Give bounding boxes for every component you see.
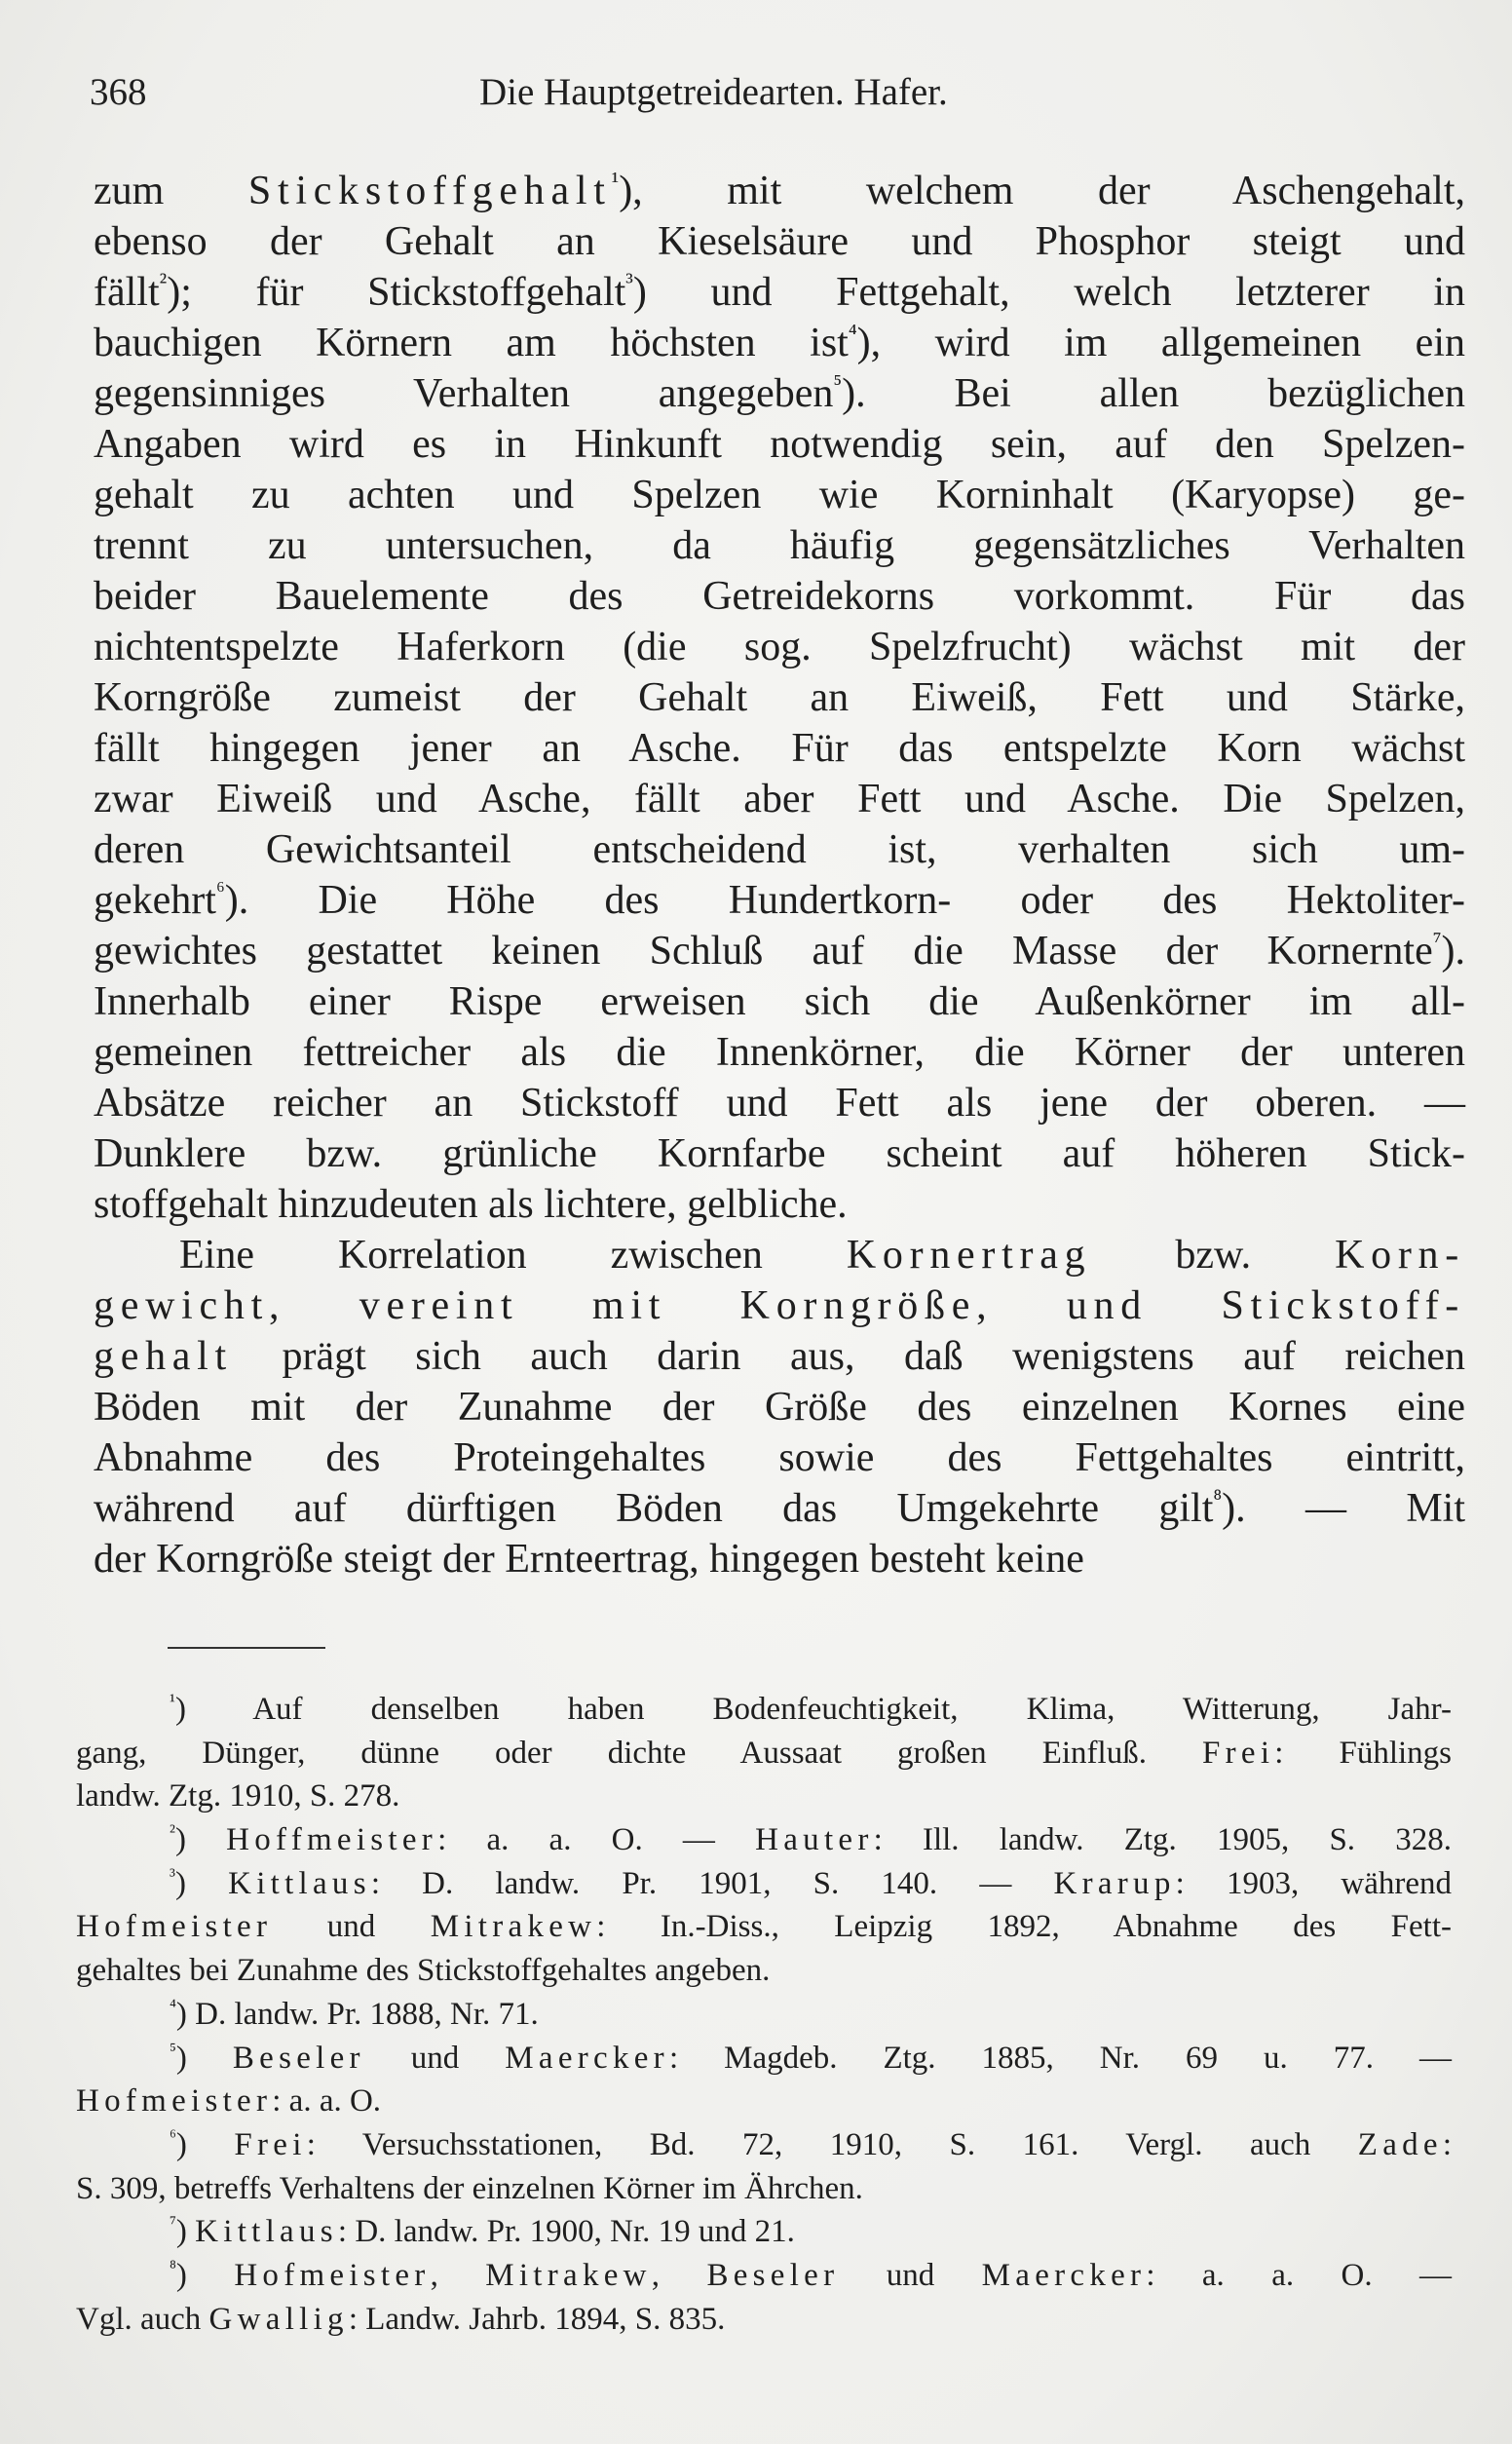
text-run: gekehrt: [94, 878, 216, 923]
text-run: :: [1442, 2126, 1452, 2162]
text-run: deren Gewichtsanteil entscheidend ist, verhalten sich um-: [94, 827, 1465, 872]
spaced-emphasis: Zade: [1357, 2126, 1443, 2162]
text-line: [94, 622, 1465, 672]
text-run: zum: [94, 169, 248, 213]
page-header: [90, 70, 1083, 129]
footnote-separator: [168, 1647, 325, 1649]
footnote-line: [76, 1949, 1452, 1993]
text-line: [94, 1078, 1465, 1128]
text-run: S. 309, betreffs Verhaltens der einzelnen Körner im Ährchen.: [76, 2170, 863, 2206]
text-run: landw. Ztg. 1910, S. 278.: [76, 1778, 400, 1814]
text-line: [94, 1382, 1465, 1432]
spaced-emphasis: Mitrakew: [430, 1909, 597, 1945]
text-line: [94, 824, 1465, 875]
text-run: gehaltes bei Zunahme des Stickstoffgehaltes angeben.: [76, 1953, 771, 1989]
text-run: : Ill. landw. Ztg. 1905, S. 328.: [873, 1822, 1452, 1858]
text-run: ); für Stickstoffgehalt: [167, 270, 626, 315]
text-line: [94, 1432, 1465, 1483]
text-run: Absätze reicher an Stickstoff und Fett als jene der oberen. —: [94, 1081, 1465, 1126]
spaced-emphasis: Frei: [234, 2126, 307, 2162]
text-run: ), mit welchem der Aschengehalt,: [619, 169, 1466, 213]
text-run: gang, Dünger, dünne oder dichte Aussaat großen Einfluß.: [76, 1735, 1202, 1771]
footnote-marker: ⁴: [170, 1995, 176, 2017]
text-line: [94, 368, 1465, 419]
spaced-emphasis: Frei: [1201, 1735, 1275, 1771]
text-run: Angaben wird es in Hinkunft notwendig sein, auf den Spelzen-: [94, 422, 1465, 467]
text-line: [94, 1280, 1465, 1331]
footnote-marker: ²: [170, 1820, 175, 1843]
spaced-emphasis: gehalt: [94, 1334, 233, 1379]
text-run: Abnahme des Proteingehaltes sowie des Fettgehaltes eintritt,: [94, 1435, 1465, 1480]
text-run: während auf dürftigen Böden das Umgekehrte gilt: [94, 1486, 1214, 1531]
text-run: stoffgehalt hinzudeuten als lichtere, gelbliche.: [94, 1182, 848, 1227]
text-run: trennt zu untersuchen, da häufig gegensätzliches Verhalten: [94, 523, 1465, 568]
spaced-emphasis: gewicht, vereint mit Korngröße, und Stickstoff-: [94, 1283, 1465, 1328]
footnote-marker: ³: [625, 269, 633, 296]
text-run: ).: [1441, 929, 1465, 974]
text-line: [94, 875, 1465, 926]
footnote-line: [76, 1688, 1452, 1732]
footnote-line: [76, 1775, 1452, 1818]
text-line: [94, 1483, 1465, 1534]
text-run: fällt hingegen jener an Asche. Für das entspelzte Korn wächst: [94, 726, 1465, 771]
text-run: : a. a. O.: [272, 2083, 382, 2119]
text-line: [94, 1331, 1465, 1382]
text-run: ) Auf denselben haben Bodenfeuchtigkeit, Klima, Witterung, Jahr-: [174, 1692, 1452, 1727]
text-run: gemeinen fettreicher als die Innenkörner, die Körner der unteren: [94, 1030, 1465, 1075]
text-line: [94, 571, 1465, 622]
text-line: [94, 216, 1465, 267]
footnote-marker: ⁵: [833, 370, 843, 398]
text-run: prägt sich auch darin aus, daß wenigstens auf reichen: [232, 1334, 1465, 1379]
text-run: ): [175, 2214, 196, 2250]
text-line: [94, 267, 1465, 318]
text-run: Vgl. auch: [76, 2301, 209, 2337]
text-run: ): [174, 1865, 229, 1901]
footnote-line: [76, 2167, 1452, 2211]
spaced-emphasis: Krarup: [1053, 1865, 1176, 1901]
text-run: fällt: [94, 270, 160, 315]
text-run: und: [272, 1909, 431, 1945]
text-run: ,: [651, 2257, 707, 2293]
spaced-emphasis: Hofmeister: [76, 1909, 273, 1945]
text-run: ): [175, 2126, 235, 2162]
text-line: [94, 166, 1465, 216]
spaced-emphasis: Hofmeister: [234, 2257, 431, 2293]
text-line: [94, 1128, 1465, 1179]
text-line: [94, 419, 1465, 470]
text-run: Böden mit der Zunahme der Größe des einzelnen Kornes eine: [94, 1385, 1465, 1430]
text-line: [94, 976, 1465, 1027]
footnote-line: [76, 2210, 1452, 2254]
text-line: [94, 1230, 1465, 1280]
text-line: [94, 723, 1465, 774]
text-run: der Korngröße steigt der Ernteertrag, hingegen besteht keine: [94, 1537, 1084, 1582]
spaced-emphasis: Maercker: [505, 2040, 669, 2076]
text-run: : Versuchsstationen, Bd. 72, 1910, S. 161. Vergl. auch: [306, 2126, 1358, 2162]
footnote-marker: ²: [159, 269, 168, 296]
footnote-line: [76, 2298, 1452, 2342]
text-run: ): [175, 2257, 235, 2293]
text-line: [94, 926, 1465, 976]
text-run: ,: [430, 2257, 486, 2293]
footnote-marker: ⁵: [170, 2039, 176, 2061]
text-run: zwar Eiweiß und Asche, fällt aber Fett und Asche. Die Spelzen,: [94, 777, 1465, 821]
text-run: ) D. landw. Pr. 1888, Nr. 71.: [175, 1996, 539, 2032]
footnote-marker: ¹: [611, 168, 620, 195]
text-run: Korngröße zumeist der Gehalt an Eiweiß, Fett und Stärke,: [94, 675, 1465, 720]
text-run: : Magdeb. Ztg. 1885, Nr. 69 u. 77. —: [668, 2040, 1452, 2076]
footnote-line: [76, 1818, 1452, 1862]
text-line: [94, 1179, 1465, 1230]
spaced-emphasis: Stickstoffgehalt: [247, 169, 612, 213]
text-run: ), wird im allgemeinen ein: [856, 321, 1465, 365]
text-run: : D. landw. Pr. 1900, Nr. 19 und 21.: [337, 2214, 795, 2250]
text-run: : Landw. Jahrb. 1894, S. 835.: [348, 2301, 726, 2337]
page-number: 368: [90, 71, 147, 113]
spaced-emphasis: Gwallig: [208, 2301, 349, 2337]
spaced-emphasis: Hofmeister: [76, 2083, 273, 2119]
spaced-emphasis: Hoffmeister: [226, 1822, 438, 1858]
text-run: : a. a. O. —: [1146, 2257, 1452, 2293]
footnote-marker: ³: [170, 1864, 175, 1887]
text-run: gehalt zu achten und Spelzen wie Korninhalt (Karyopse) ge-: [94, 473, 1465, 517]
text-run: Eine Korrelation zwischen: [179, 1233, 847, 1278]
spaced-emphasis: Beseler: [706, 2257, 840, 2293]
spaced-emphasis: Korn-: [1335, 1233, 1465, 1278]
text-run: bzw.: [1091, 1233, 1336, 1278]
spaced-emphasis: Hauter: [755, 1822, 874, 1858]
text-run: ): [174, 1822, 227, 1858]
text-line: [94, 520, 1465, 571]
text-run: Dunklere bzw. grünliche Kornfarbe scheint auf höheren Stick-: [94, 1131, 1465, 1176]
text-run: gewichtes gestattet keinen Schluß auf die Masse der Kornernte: [94, 929, 1433, 974]
footnotes: [76, 1688, 1452, 2341]
text-run: nichtentspelzte Haferkorn (die sog. Spelzfrucht) wächst mit der: [94, 625, 1465, 669]
footnote-line: [76, 1993, 1452, 2037]
footnote-line: [76, 1905, 1452, 1949]
text-line: [94, 1534, 1465, 1585]
footnote-marker: ⁷: [1432, 928, 1442, 955]
text-run: bauchigen Körnern am höchsten ist: [94, 321, 849, 365]
text-run: ebenso der Gehalt an Kieselsäure und Phosphor steigt und: [94, 219, 1465, 264]
running-title: Die Hauptgetreidearten. Hafer.: [479, 71, 948, 113]
text-line: [94, 774, 1465, 824]
text-line: [94, 318, 1465, 368]
text-run: gegensinniges Verhalten angegeben: [94, 371, 834, 416]
footnote-line: [76, 2080, 1452, 2123]
text-line: [94, 1027, 1465, 1078]
footnote-marker: ⁴: [848, 320, 857, 347]
footnote-marker: ⁸: [1213, 1485, 1223, 1512]
text-run: ). Bei allen bezüglichen: [842, 371, 1466, 416]
spaced-emphasis: Maercker: [981, 2257, 1147, 2293]
footnote-marker: ⁶: [170, 2125, 176, 2148]
text-run: und: [364, 2040, 506, 2076]
spaced-emphasis: Kornertrag: [846, 1233, 1092, 1278]
footnote-marker: ⁷: [170, 2212, 176, 2234]
text-run: : D. landw. Pr. 1901, S. 140. —: [370, 1865, 1054, 1901]
footnote-line: [76, 1862, 1452, 1906]
text-run: ). — Mit: [1222, 1486, 1465, 1531]
footnote-marker: ⁶: [215, 877, 225, 904]
text-run: ). Die Höhe des Hundertkorn- oder des Hektoliter-: [224, 878, 1465, 923]
text-run: : a. a. O. —: [437, 1822, 756, 1858]
spaced-emphasis: Mitrakew: [485, 2257, 652, 2293]
footnote-line: [76, 2254, 1452, 2298]
text-line: [94, 470, 1465, 520]
text-run: Innerhalb einer Rispe erweisen sich die Außenkörner im all-: [94, 979, 1465, 1024]
text-run: : In.-Diss., Leipzig 1892, Abnahme des Fett-: [596, 1909, 1452, 1945]
spaced-emphasis: Kittlaus: [228, 1865, 371, 1901]
text-run: ) und Fettgehalt, welch letzterer in: [632, 270, 1465, 315]
footnote-marker: ¹: [170, 1690, 175, 1712]
text-run: : Fühlings: [1274, 1735, 1452, 1771]
text-run: : 1903, während: [1175, 1865, 1452, 1901]
text-line: [94, 672, 1465, 723]
spaced-emphasis: Kittlaus: [195, 2214, 338, 2250]
footnote-line: [76, 2037, 1452, 2081]
spaced-emphasis: Beseler: [232, 2040, 365, 2076]
footnote-line: [76, 1732, 1452, 1776]
body-text: [94, 166, 1465, 1585]
text-run: beider Bauelemente des Getreidekorns vorkommt. Für das: [94, 574, 1465, 619]
footnote-line: [76, 2123, 1452, 2167]
text-run: und: [839, 2257, 982, 2293]
footnote-marker: ⁸: [170, 2256, 176, 2278]
text-run: ): [175, 2040, 233, 2076]
